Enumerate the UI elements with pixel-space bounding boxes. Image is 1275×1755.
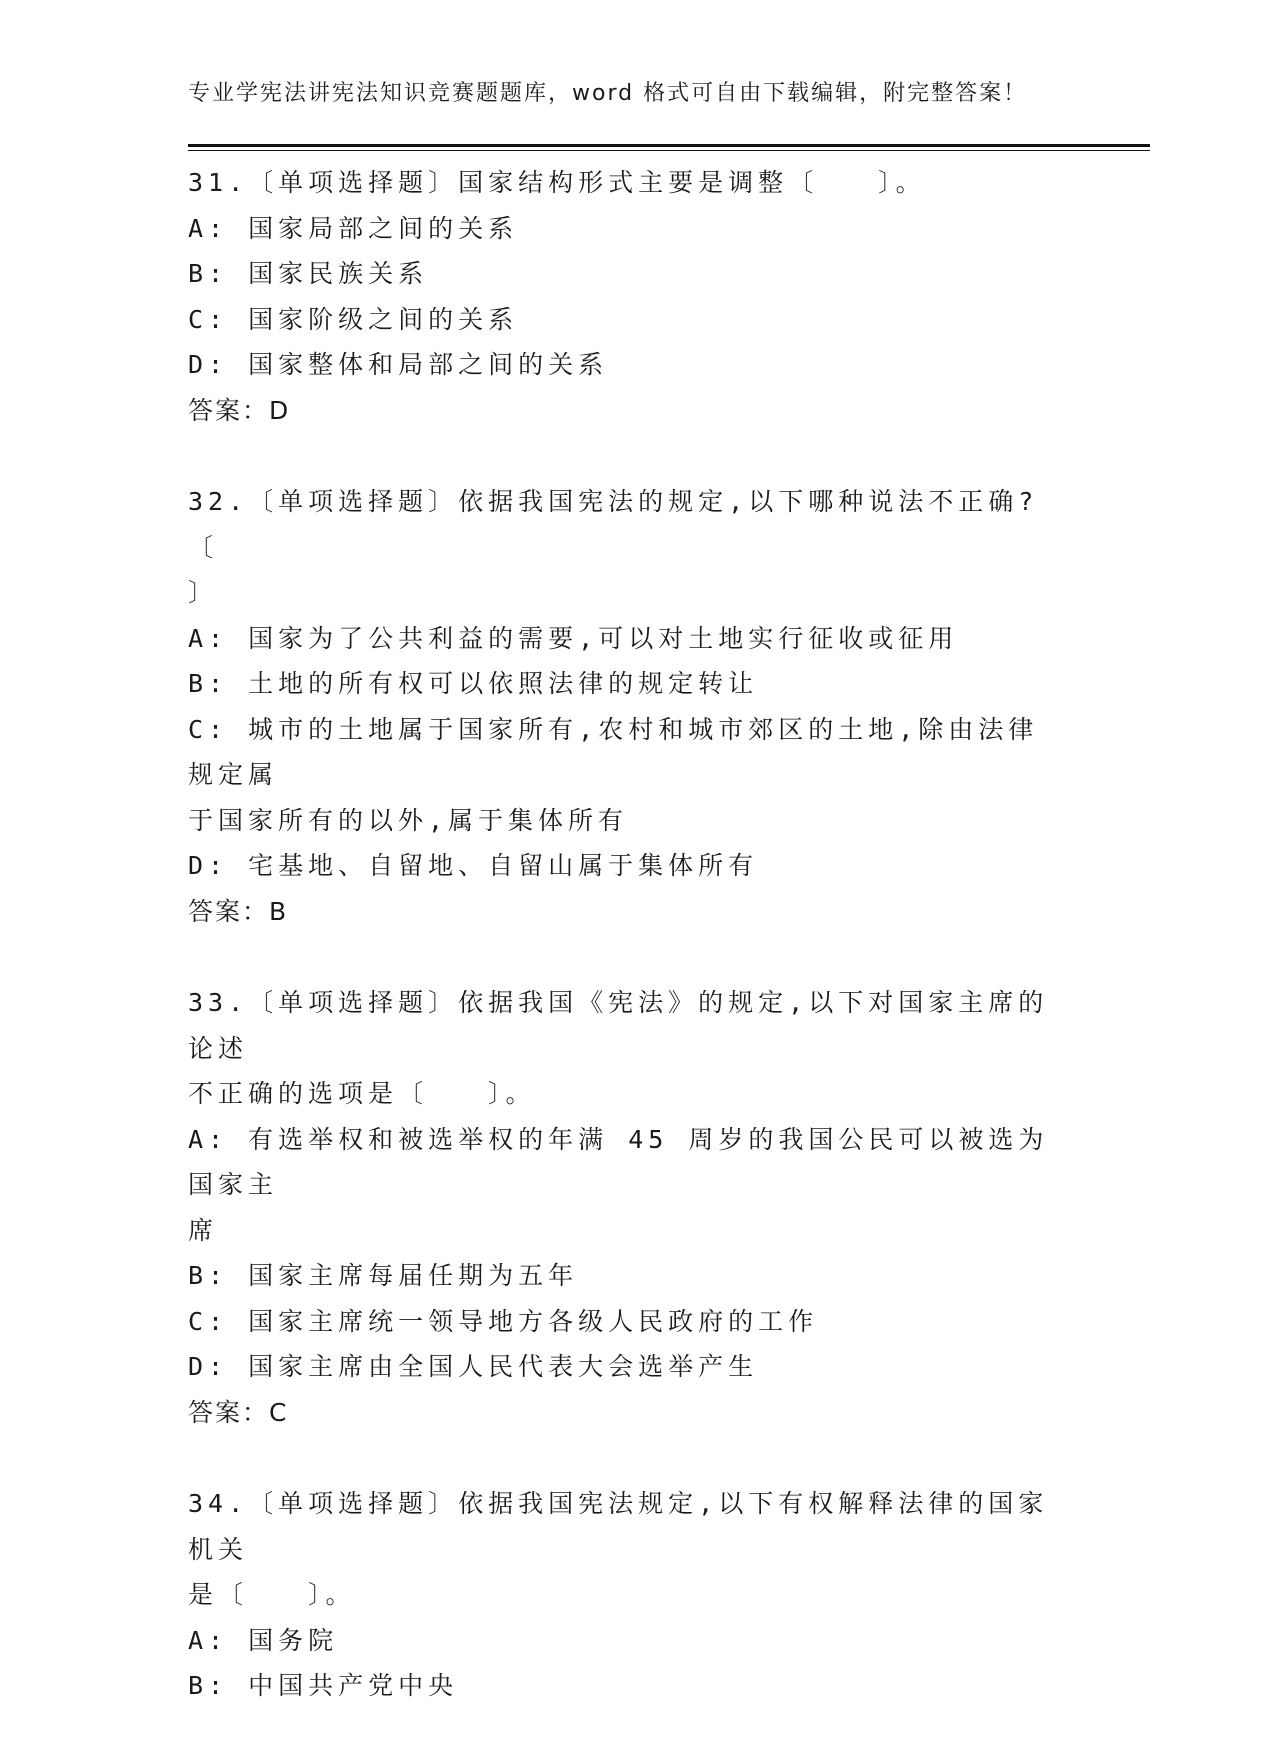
question-stem-continued: 〕: [188, 578, 219, 607]
option-a: A: 国务院: [188, 1625, 339, 1655]
question-stem-continued: 不正确的选项是〔 〕。: [188, 1079, 536, 1108]
option-a: A: 国家局部之间的关系: [188, 213, 519, 243]
question-stem: 34.〔单项选择题〕依据我国宪法规定,以下有权解释法律的国家机关: [188, 1489, 1049, 1564]
question-stem-continued: 是〔 〕。: [188, 1580, 356, 1609]
page-header: 专业学宪法讲宪法知识竞赛题题库，word 格式可自由下载编辑，附完整答案！: [188, 81, 1028, 106]
option-b: B: 中国共产党中央: [188, 1671, 459, 1700]
question-32: [188, 479, 1068, 934]
option-b: B: 国家民族关系: [188, 259, 429, 288]
option-a-continued: 席: [188, 1215, 219, 1245]
option-d: D: 宅基地、自留地、自留山属于集体所有: [188, 851, 759, 880]
question-31: [188, 160, 1068, 433]
header-rule-thin: [188, 150, 1150, 151]
option-c: C: 国家阶级之间的关系: [188, 304, 519, 334]
question-stem: 31.〔单项选择题〕国家结构形式主要是调整〔 〕。: [188, 168, 926, 197]
option-d: D: 国家整体和局部之间的关系: [188, 350, 609, 379]
option-b: B: 土地的所有权可以依照法律的规定转让: [188, 669, 759, 698]
option-c: C: 城市的土地属于国家所有,农村和城市郊区的土地,除由法律规定属: [188, 714, 1039, 789]
header-rule-thick: [188, 144, 1150, 147]
option-d: D: 国家主席由全国人民代表大会选举产生: [188, 1352, 759, 1381]
option-a: A: 有选举权和被选举权的年满 45 周岁的我国公民可以被选为国家主: [188, 1124, 1049, 1199]
option-a: A: 国家为了公共利益的需要,可以对土地实行征收或征用: [188, 623, 959, 653]
question-34: [188, 1481, 1068, 1709]
option-c: C: 国家主席统一领导地方各级人民政府的工作: [188, 1306, 819, 1336]
question-stem: 32.〔单项选择题〕依据我国宪法的规定,以下哪种说法不正确?〔: [188, 487, 1039, 562]
answer: 答案：B: [188, 896, 289, 926]
question-33: [188, 980, 1068, 1435]
answer: 答案：D: [188, 395, 291, 425]
question-list: [188, 160, 1068, 1755]
answer: 答案：C: [188, 1397, 289, 1427]
option-c-continued: 于国家所有的以外,属于集体所有: [188, 805, 629, 835]
option-b: B: 国家主席每届任期为五年: [188, 1261, 579, 1290]
question-stem: 33.〔单项选择题〕依据我国《宪法》的规定,以下对国家主席的论述: [188, 988, 1049, 1063]
